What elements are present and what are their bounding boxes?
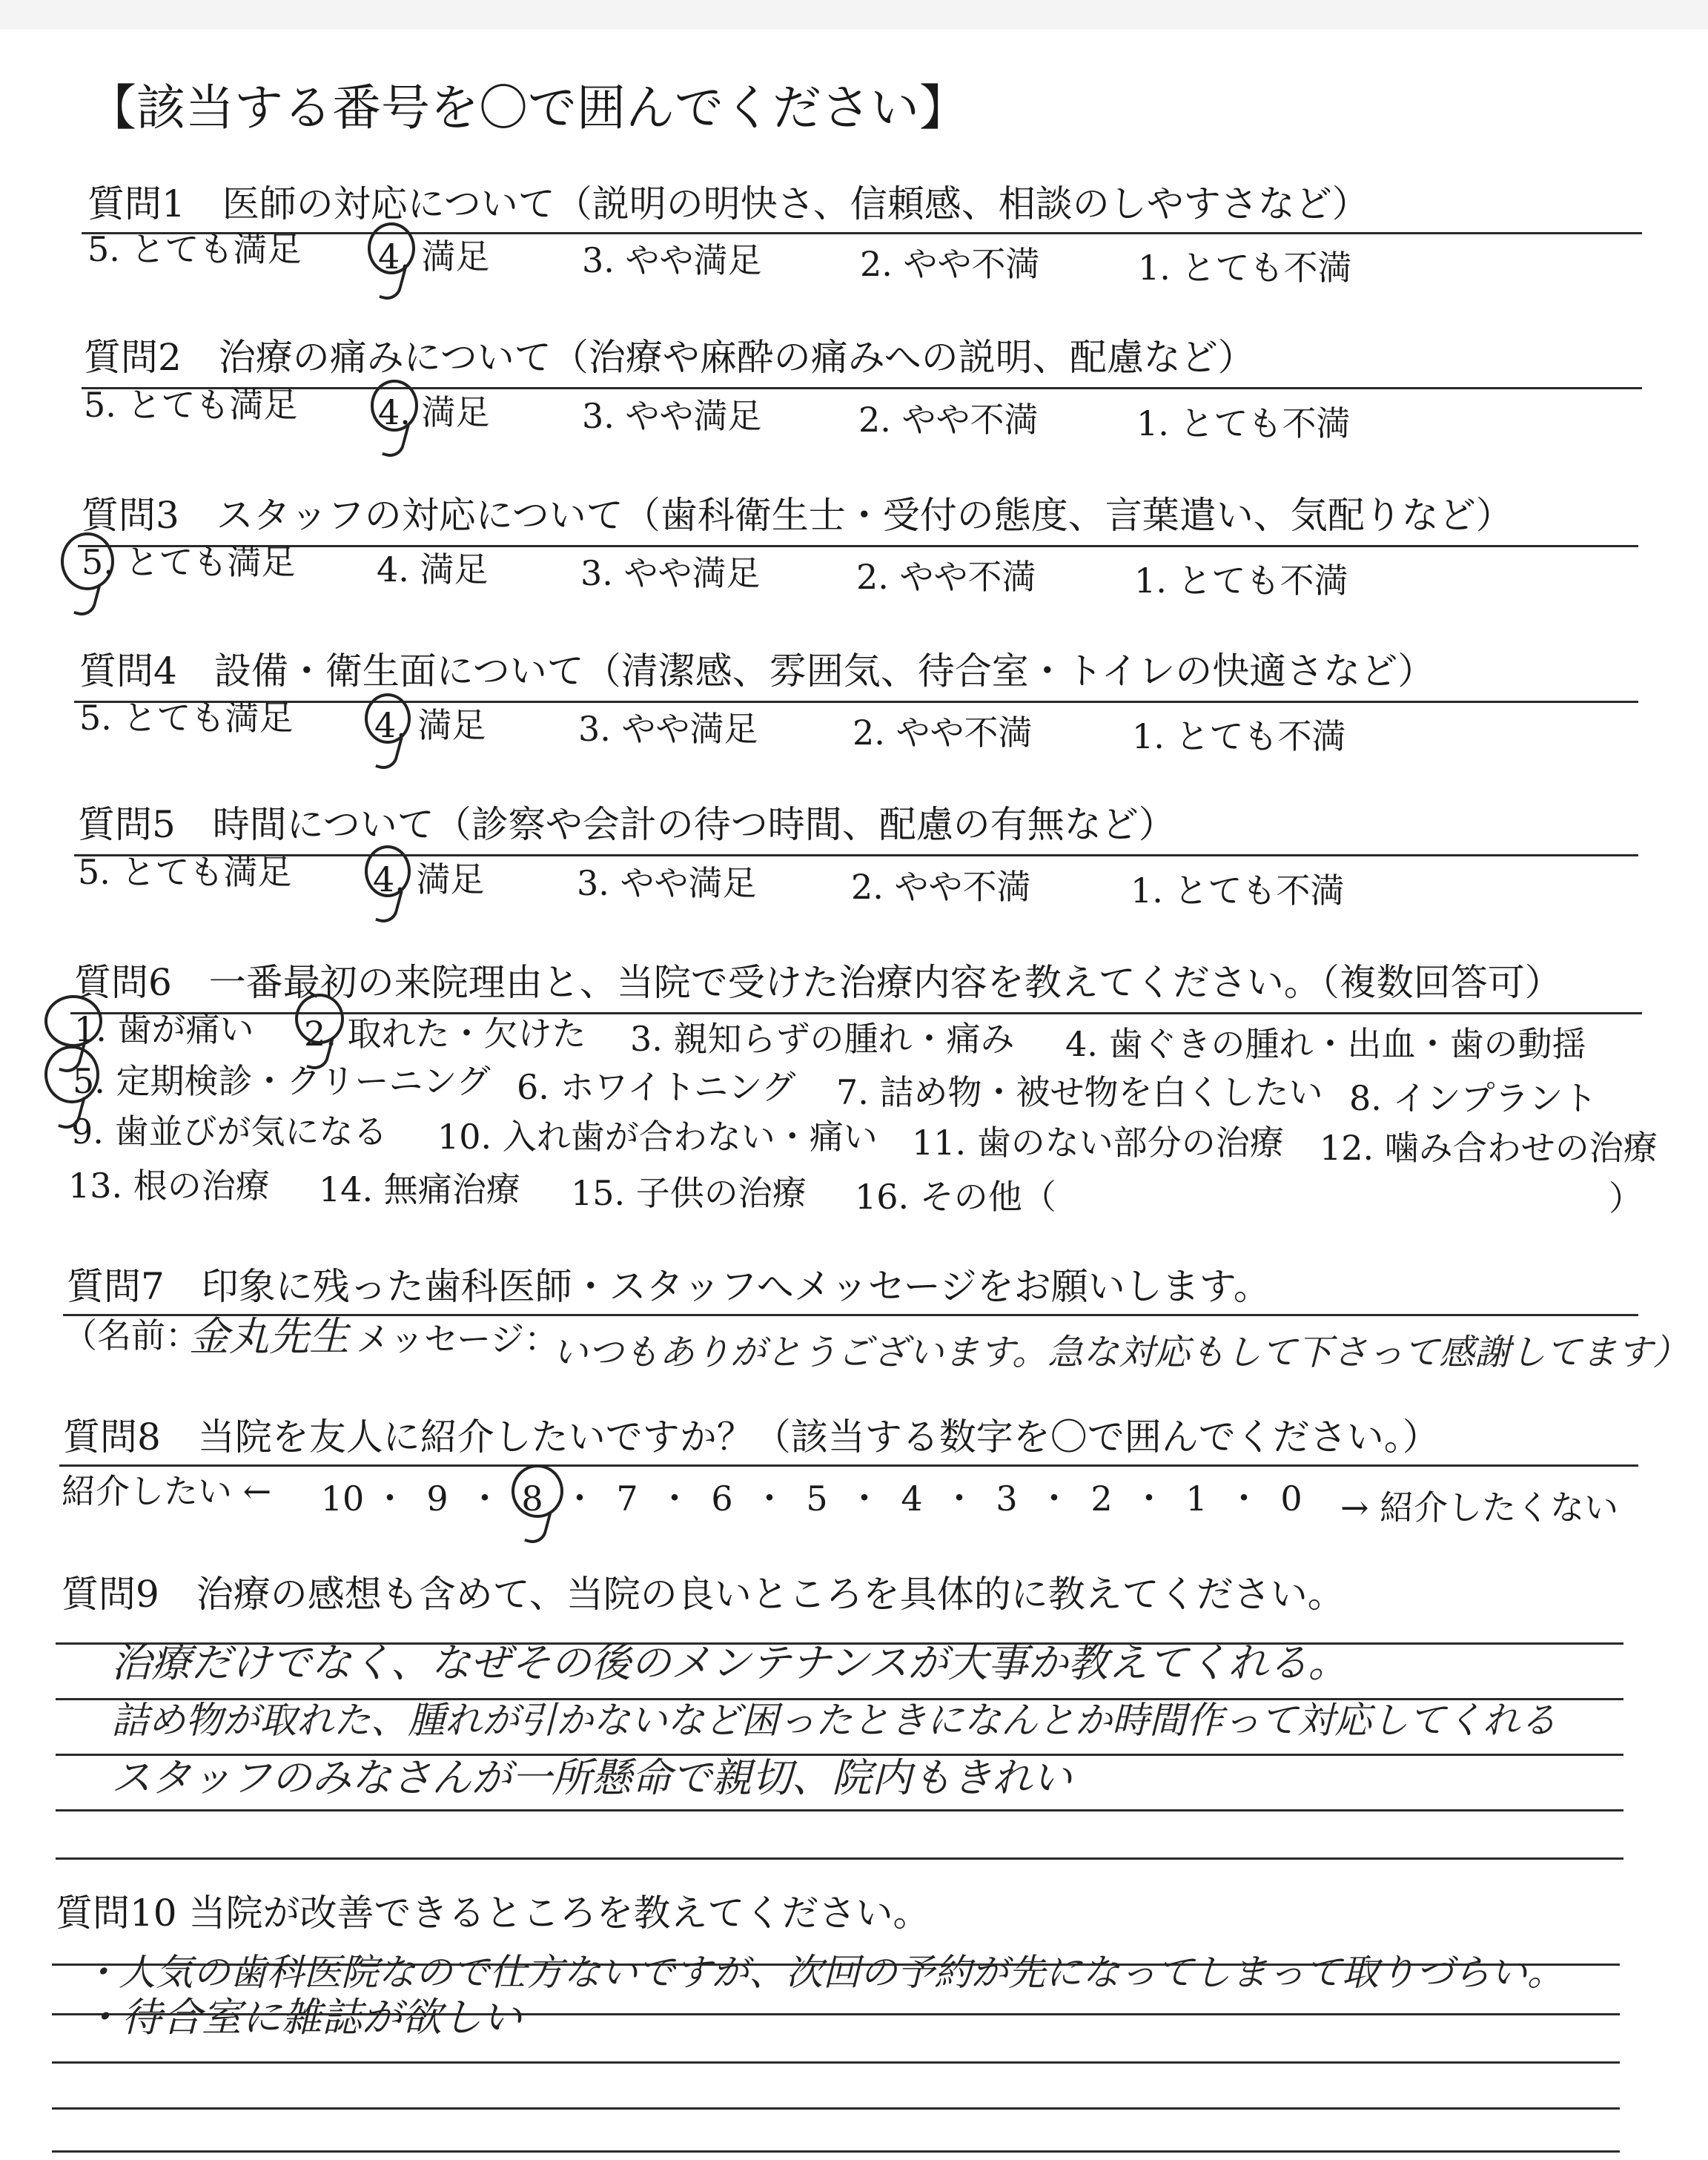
scan-edge <box>0 0 1708 30</box>
rule <box>56 1857 1623 1860</box>
q8-scale-8[interactable]: 8 <box>521 1479 543 1519</box>
q6-option-3[interactable]: 3. 親知らずの腫れ・痛み <box>630 1019 1015 1059</box>
q8-scale-10[interactable]: 10 <box>320 1479 365 1519</box>
q5-option-5[interactable]: 5. とても満足 <box>78 852 292 892</box>
q9-answer-line-3: スタッフのみなさんが一所懸命で親切、院内もきれい <box>111 1754 1072 1801</box>
q6-option-15[interactable]: 15. 子供の治療 <box>571 1173 807 1213</box>
selection-circle <box>368 222 415 274</box>
q8-scale-dot: ・ <box>1132 1479 1166 1519</box>
rule <box>52 2061 1620 2064</box>
question-10-heading: 質問10 当院が改善できるところを教えてください。 <box>56 1892 930 1935</box>
q6-option-9[interactable]: 9. 歯並びが気になる <box>71 1112 388 1152</box>
q8-scale-3[interactable]: 3 <box>996 1479 1018 1519</box>
selection-circle <box>365 845 411 897</box>
question-5-heading: 質問5 時間について（診察や会計の待つ時間、配慮の有無など） <box>78 803 1176 846</box>
q6-option-6[interactable]: 6. ホワイトニング <box>517 1067 796 1107</box>
q6-option-2[interactable]: 2. 取れた・欠けた <box>304 1014 586 1054</box>
q6-option-14[interactable]: 14. 無痛治療 <box>319 1169 520 1209</box>
question-8-heading: 質問8 当院を友人に紹介したいですか？（該当する数字を〇で囲んでください。） <box>63 1416 1440 1459</box>
selection-circle <box>512 1464 563 1518</box>
q1-option-5[interactable]: 5. とても満足 <box>87 229 302 269</box>
q9-answer-line-1: 治療だけでなく、なぜその後のメンテナンスが大事か教えてくれる。 <box>111 1639 1348 1686</box>
q8-scale-0[interactable]: 0 <box>1280 1479 1302 1519</box>
q4-option-3[interactable]: 3. やや満足 <box>578 709 758 749</box>
q2-option-5[interactable]: 5. とても満足 <box>84 385 298 425</box>
q8-scale-left: 紹介したい ← <box>62 1471 272 1511</box>
q2-option-2[interactable]: 2. やや不満 <box>858 400 1039 440</box>
q8-scale-dot: ・ <box>468 1479 502 1519</box>
q8-scale-dot: ・ <box>752 1479 787 1519</box>
q5-option-4[interactable]: 4. 満足 <box>373 859 485 899</box>
q6-option-13[interactable]: 13. 根の治療 <box>68 1166 270 1206</box>
q7-message-label: メッセージ： <box>356 1319 559 1359</box>
q9-answer-line-2: 詰め物が取れた、腫れが引かないなど困ったときになんとか時間作って対応してくれる <box>111 1699 1557 1742</box>
q3-option-5[interactable]: 5. とても満足 <box>82 542 296 582</box>
q1-option-2[interactable]: 2. やや不満 <box>860 244 1040 284</box>
rule <box>82 387 1642 389</box>
rule <box>74 701 1638 703</box>
q4-option-4[interactable]: 4. 満足 <box>374 705 486 745</box>
rule <box>56 1809 1623 1811</box>
q8-scale-dot: ・ <box>563 1479 597 1519</box>
question-3-heading: 質問3 スタッフの対応について（歯科衛生士・受付の態度、言葉遣い、気配りなど） <box>82 494 1513 537</box>
q6-option-16[interactable]: 16. その他（ <box>855 1177 1056 1217</box>
q3-option-3[interactable]: 3. やや満足 <box>580 553 761 593</box>
question-7-heading: 質問7 印象に残った歯科医師・スタッフへメッセージをお願いします。 <box>67 1265 1271 1308</box>
q8-scale-dot: ・ <box>373 1479 407 1519</box>
q8-scale-4[interactable]: 4 <box>901 1479 923 1519</box>
q8-scale-right: → 紹介したくない <box>1340 1487 1619 1527</box>
q6-option-11[interactable]: 11. 歯のない部分の治療 <box>912 1123 1284 1163</box>
q4-option-2[interactable]: 2. やや不満 <box>853 713 1033 753</box>
q8-scale-2[interactable]: 2 <box>1090 1479 1113 1519</box>
q4-option-5[interactable]: 5. とても満足 <box>79 698 294 738</box>
q2-option-1[interactable]: 1. とても不満 <box>1136 403 1351 443</box>
question-4-heading: 質問4 設備・衛生面について（清潔感、雰囲気、待合室・トイレの快適さなど） <box>79 650 1435 693</box>
rule <box>52 2107 1620 2110</box>
q8-scale-dot: ・ <box>942 1479 976 1519</box>
q6-option-16-close: ） <box>1609 1178 1643 1218</box>
q3-option-2[interactable]: 2. やや不満 <box>856 557 1036 597</box>
q3-option-1[interactable]: 1. とても不満 <box>1134 561 1348 601</box>
question-1-heading: 質問1 医師の対応について（説明の明快さ、信頼感、相談のしやすさなど） <box>87 182 1369 225</box>
q6-option-5[interactable]: 5. 定期検診・クリーニング <box>73 1061 491 1101</box>
rule <box>74 854 1638 856</box>
q3-option-4[interactable]: 4. 満足 <box>377 549 489 589</box>
q7-name-label: （名前： <box>63 1315 199 1355</box>
q6-option-1[interactable]: 1. 歯が痛い <box>74 1009 254 1049</box>
q2-option-3[interactable]: 3. やや満足 <box>582 396 762 436</box>
q8-scale-dot: ・ <box>847 1479 881 1519</box>
q2-option-4[interactable]: 4. 満足 <box>378 392 490 432</box>
q6-option-7[interactable]: 7. 詰め物・被せ物を白くしたい <box>836 1072 1323 1112</box>
q6-option-10[interactable]: 10. 入れ歯が合わない・痛い <box>437 1117 878 1157</box>
q8-scale-1[interactable]: 1 <box>1185 1479 1208 1519</box>
q1-option-3[interactable]: 3. やや満足 <box>582 240 762 280</box>
q8-scale-dot: ・ <box>1037 1479 1071 1519</box>
q8-scale-9[interactable]: 9 <box>426 1479 448 1519</box>
q8-scale-5[interactable]: 5 <box>806 1479 828 1519</box>
selection-circle <box>44 995 102 1047</box>
q8-scale-6[interactable]: 6 <box>711 1479 733 1519</box>
selection-circle <box>365 693 411 744</box>
question-9-heading: 質問9 治療の感想も含めて、当院の良いところを具体的に教えてください。 <box>62 1573 1345 1616</box>
rule <box>52 2150 1620 2153</box>
q6-option-8[interactable]: 8. インプラント <box>1349 1078 1598 1118</box>
q5-option-2[interactable]: 2. やや不満 <box>851 867 1031 907</box>
q8-scale-dot: ・ <box>658 1479 692 1519</box>
q8-scale <box>319 1472 1315 1521</box>
q7-name-value: 金丸先生 <box>189 1313 349 1360</box>
rule <box>82 232 1642 234</box>
selection-circle <box>295 994 344 1044</box>
selection-circle <box>44 1046 99 1103</box>
q1-option-1[interactable]: 1. とても不満 <box>1138 248 1352 288</box>
selection-circle <box>371 380 418 432</box>
rule <box>78 545 1638 547</box>
q8-scale-dot: ・ <box>1227 1479 1261 1519</box>
q4-option-1[interactable]: 1. とても不満 <box>1132 716 1346 756</box>
q5-option-3[interactable]: 3. やや満足 <box>577 863 757 903</box>
q5-option-1[interactable]: 1. とても不満 <box>1131 871 1345 911</box>
q1-option-4[interactable]: 4. 満足 <box>378 237 490 277</box>
q10-answer-line-1: ・人気の歯科医院なので仕方ないですが、次回の予約が先になってしまって取りづらい。 <box>82 1951 1564 1994</box>
question-6-heading: 質問6 一番最初の来院理由と、当院で受けた治療内容を教えてください。（複数回答可） <box>74 961 1562 1004</box>
q6-option-12[interactable]: 12. 噛み合わせの治療 <box>1320 1128 1658 1168</box>
q6-option-4[interactable]: 4. 歯ぐきの腫れ・出血・歯の動揺 <box>1065 1024 1586 1064</box>
question-2-heading: 質問2 治療の痛みについて（治療や麻酔の痛みへの説明、配慮など） <box>84 336 1255 379</box>
page-title: 【該当する番号を〇で囲んでください】 <box>87 79 968 136</box>
q7-message-value: いつもありがとうございます。急な対応もして下さって感謝してます） <box>552 1332 1689 1373</box>
rule <box>59 1464 1638 1467</box>
selection-circle <box>61 532 114 590</box>
q8-scale-7[interactable]: 7 <box>616 1479 638 1519</box>
q10-answer-line-2: ・待合室に雑誌が欲しい <box>82 1994 522 2041</box>
